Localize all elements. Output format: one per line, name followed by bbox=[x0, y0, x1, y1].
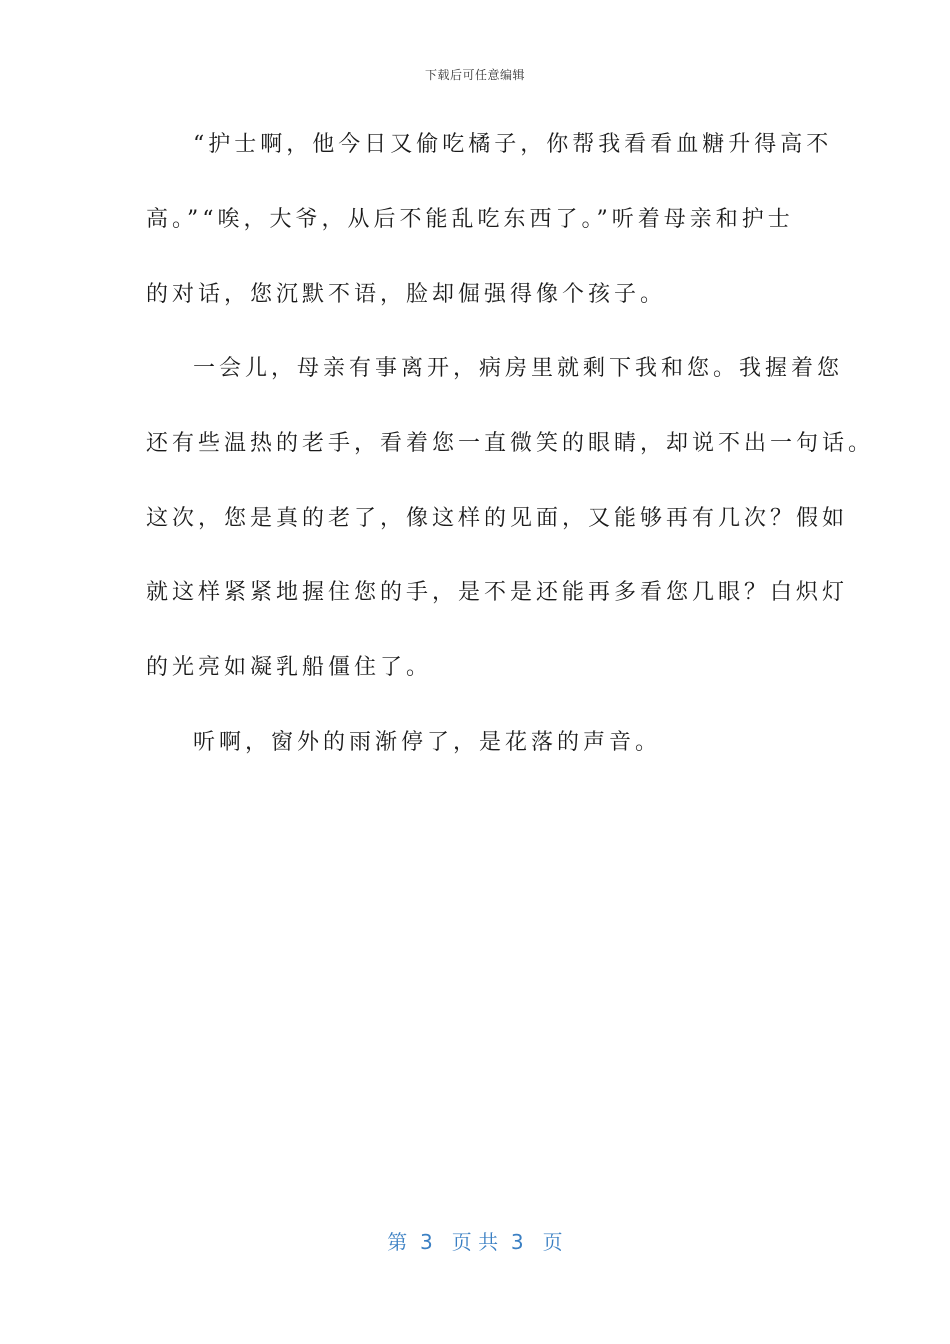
paragraph-line: 的对话，您沉默不语，脸却倔强得像个孩子。 bbox=[146, 282, 667, 307]
page-number-footer: 第 3 页 共 3 页 bbox=[387, 1230, 563, 1254]
paragraph-line: 还有些温热的老手，看着您一直微笑的眼睛，却说不出一句话。 bbox=[146, 431, 875, 456]
paragraph-line: 高。”“唉，大爷，从后不能乱吃东西了。”听着母亲和护士 bbox=[146, 207, 794, 232]
paragraph-line: 一会儿，母亲有事离开，病房里就剩下我和您。我握着您 bbox=[193, 356, 844, 381]
paragraph-line: 的光亮如凝乳船僵住了。 bbox=[146, 655, 433, 680]
paragraph-line: “护士啊，他今日又偷吃橘子，你帮我看看血糖升得高不 bbox=[193, 132, 833, 157]
paragraph-line: 就这样紧紧地握住您的手，是不是还能再多看您几眼？白炽灯 bbox=[146, 580, 849, 605]
paragraph-line: 听啊，窗外的雨渐停了，是花落的声音。 bbox=[193, 730, 662, 755]
page-header: 下载后可任意编辑 bbox=[424, 68, 525, 82]
paragraph-line: 这次，您是真的老了，像这样的见面，又能够再有几次？假如 bbox=[146, 506, 849, 531]
